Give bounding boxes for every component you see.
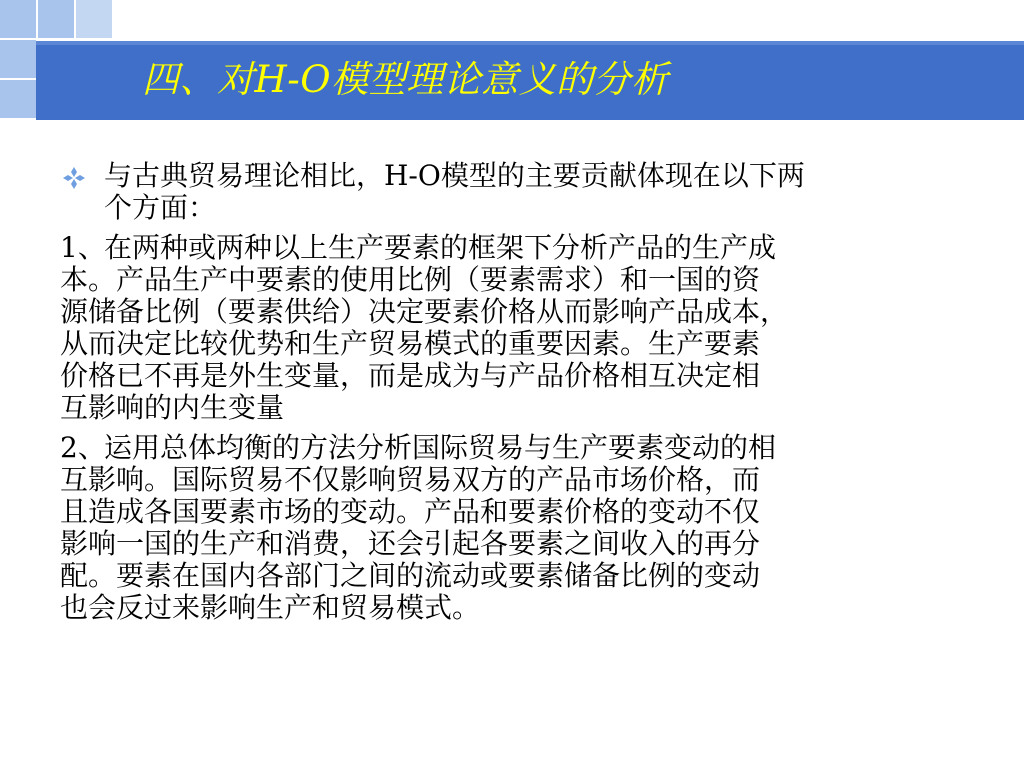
bullet-paragraph xyxy=(60,160,960,224)
point-1-paragraph xyxy=(60,232,960,424)
point-1-line: 本。产品生产中要素的使用比例（要素需求）和一国的资 xyxy=(60,263,761,296)
point-2-line: 影响一国的生产和消费，还会引起各要素之间收入的再分 xyxy=(60,527,761,560)
decor-square xyxy=(0,80,36,118)
point-2-number: 2、 xyxy=(60,431,106,464)
decor-square xyxy=(0,40,36,78)
point-1-line: 源储备比例（要素供给）决定要素价格从而影响产品成本， xyxy=(60,295,789,328)
decor-square xyxy=(76,0,112,38)
point-2-line: 配。要素在国内各部门之间的流动或要素储备比例的变动 xyxy=(60,559,761,592)
point-1-line: 在两种或两种以上生产要素的框架下分析产品的生产成 xyxy=(104,231,777,264)
point-2-line: 运用总体均衡的方法分析国际贸易与生产要素变动的相 xyxy=(104,431,777,464)
slide-content xyxy=(60,160,960,632)
bullet-line: 个方面： xyxy=(104,191,217,224)
decor-square xyxy=(0,0,36,38)
point-2-line: 也会反过来影响生产和贸易模式。 xyxy=(60,591,481,624)
bullet-line: 与古典贸易理论相比，H-O模型的主要贡献体现在以下两 xyxy=(104,159,805,192)
point-1-line: 从而决定比较优势和生产贸易模式的重要因素。生产要素 xyxy=(60,327,761,360)
point-1-number: 1、 xyxy=(60,231,106,264)
point-2-paragraph xyxy=(60,432,960,624)
point-2-line: 互影响。国际贸易不仅影响贸易双方的产品市场价格，而 xyxy=(60,463,761,496)
decor-square xyxy=(38,0,74,38)
point-1-line: 价格已不再是外生变量，而是成为与产品价格相互决定相 xyxy=(60,359,761,392)
point-1-line: 互影响的内生变量 xyxy=(60,391,285,424)
slide-title: 四、对H-O模型理论意义的分析 xyxy=(142,58,669,101)
diamond-bullet-icon xyxy=(62,166,86,190)
point-2-line: 且造成各国要素市场的变动。产品和要素价格的变动不仅 xyxy=(60,495,761,528)
